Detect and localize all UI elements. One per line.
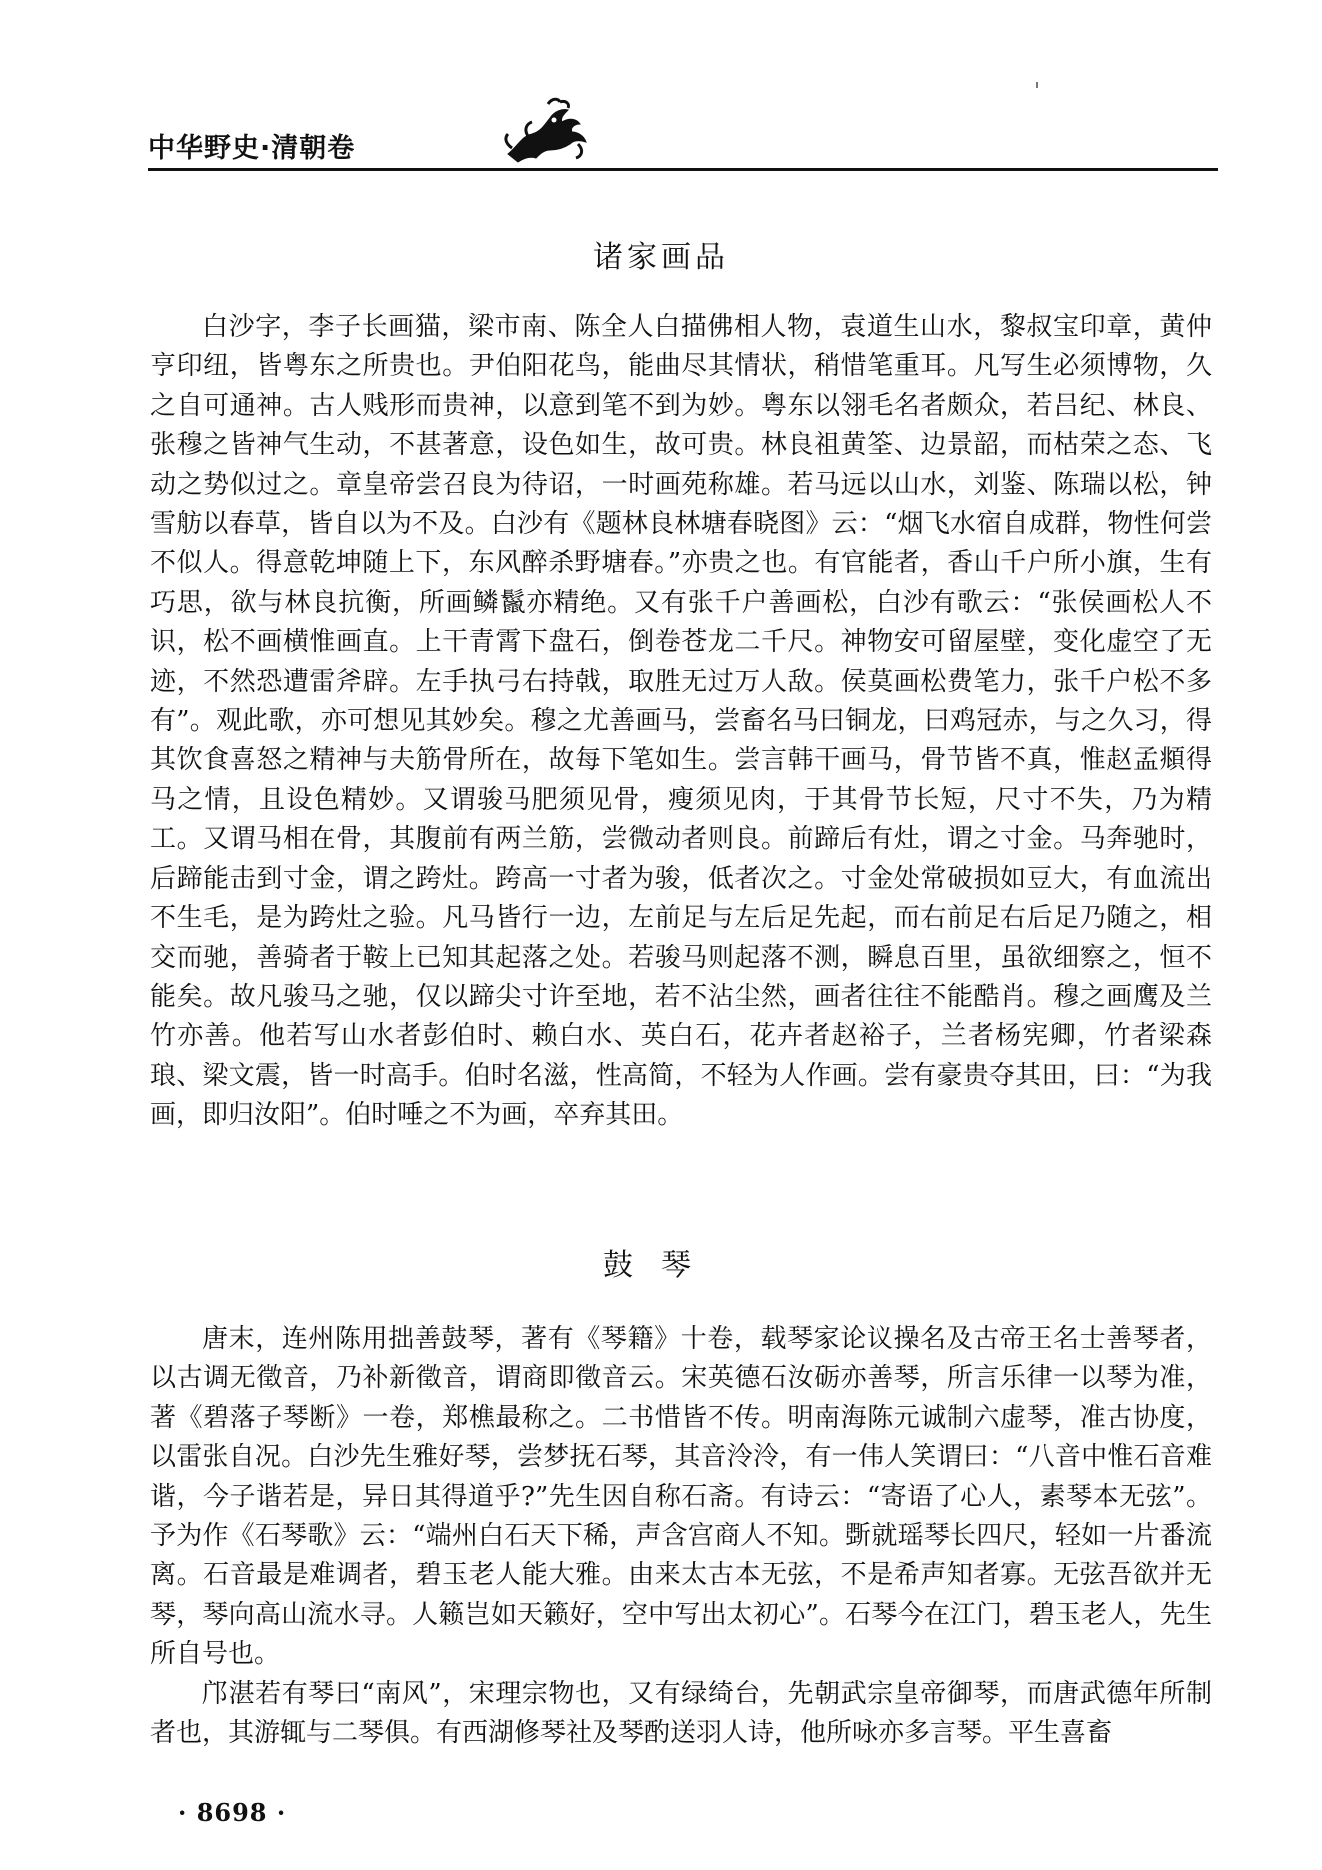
section-body-guqin — [150, 1320, 1212, 1753]
paragraph: 唐末，连州陈用拙善鼓琴，著有《琴籍》十卷，载琴家论议操名及古帝王名士善琴者，以古调无徵音，乃补新徵音，谓商即徵音云。宋英德石汝砺亦善琴，所言乐律一以琴为准，著《碧落子琴断》一卷，郑樵最称之。二书惜皆不传。明南海陈元诚制六虚琴，准古协度，以雷张自况。白沙先生雅好琴，尝梦抚石琴，其音泠泠，有一伟人笑谓曰：“八音中惟石音难谐，今子谐若是，异日其得道乎?”先生因自称石斋。有诗云：“寄语了心人，素琴本无弦”。予为作《石琴歌》云：“端州白石天下稀，声含宫商人不知。斲就瑶琴长四尺，轻如一片番流离。石音最是难调者，碧玉老人能大雅。由来太古本无弦，不是希声知者寡。无弦吾欲并无琴，琴向高山流水寻。人籁岂如天籁好，空中写出太初心”。石琴今在江门，碧玉老人，先生所自号也。 — [150, 1324, 1212, 1670]
paragraph: 白沙字，李子长画猫，梁市南、陈全人白描佛相人物，袁道生山水，黎叔宝印章，黄仲亨印纽，皆粤东之所贵也。尹伯阳花鸟，能曲尽其情状，稍惜笔重耳。凡写生必须博物，久之自可通神。古人贱形而贵神，以意到笔不到为妙。粤东以翎毛名者颇众，若吕纪、林良、张穆之皆神气生动，不甚著意，设色如生，故可贵。林良祖黄筌、边景韶，而枯荣之态、飞动之势似过之。章皇帝尝召良为待诏，一时画苑称雄。若马远以山水，刘鉴、陈瑞以松，钟雪舫以春草，皆自以为不及。白沙有《题林良林塘春晓图》云：“烟飞水宿自成群，物性何尝不似人。得意乾坤随上下，东风醉杀野塘春。”亦贵之也。有官能者，香山千户所小旗，生有巧思，欲与林良抗衡，所画鳞鬣亦精绝。又有张千户善画松，白沙有歌云：“张侯画松人不识，松不画横惟画直。上干青霄下盘石，倒卷苍龙二千尺。神物安可留屋壁，变化虚空了无迹，不然恐遭雷斧辟。左手执弓右持戟，取胜无过万人敌。侯莫画松费笔力，张千户松不多有”。观此歌，亦可想见其妙矣。穆之尤善画马，尝畜名马曰铜龙，曰鸡冠赤，与之久习，得其饮食喜怒之精神与夫筋骨所在，故每下笔如生。尝言韩干画马，骨节皆不真，惟赵孟頫得马之情，且设色精妙。又谓骏马肥须见骨，瘦须见肉，于其骨节长短，尺寸不失，乃为精工。又谓马相在骨，其腹前有两兰筋，尝微动者则良。前蹄后有灶，谓之寸金。马奔驰时，后蹄能击到寸金，谓之跨灶。跨高一寸者为骏，低者次之。寸金处常破损如豆大，有血流出不生毛，是为跨灶之验。凡马皆行一边，左前足与左后足先起，而右前足右后足乃随之，相交而驰，善骑者于鞍上已知其起落之处。若骏马则起落不测，瞬息百里，虽欲细察之，恒不能矣。故凡骏马之驰，仅以蹄尖寸许至地，若不沾尘然，画者往往不能酷肖。穆之画鹰及兰竹亦善。他若写山水者彭伯时、赖白水、英白石，花卉者赵裕子，兰者杨宪卿，竹者梁森琅、梁文震，皆一时高手。伯时名滋，性高简，不轻为人作画。尝有豪贵夺其田，曰：“为我画，即归汝阳”。伯时唾之不为画，卒弃其田。 — [150, 312, 1212, 1131]
dragon-emblem-icon — [488, 96, 608, 168]
section-title-guqin: 鼓琴 — [603, 1248, 719, 1283]
book-title: 中华野史·清朝卷 — [148, 133, 356, 164]
scan-mark — [1036, 82, 1038, 88]
section-body-painting — [150, 308, 1212, 1136]
running-header — [148, 96, 1208, 168]
paragraph: 邝湛若有琴曰“南风”，宋理宗物也，又有绿绮台，先朝武宗皇帝御琴，而唐武德年所制者也，其游辄与二琴俱。有西湖修琴社及琴酌送羽人诗，他所咏亦多言琴。平生喜畜 — [150, 1678, 1212, 1749]
header-rule — [148, 168, 1218, 171]
section-title-painting: 诸家画品 — [593, 240, 729, 275]
page-number: · 8698 · — [178, 1798, 287, 1827]
